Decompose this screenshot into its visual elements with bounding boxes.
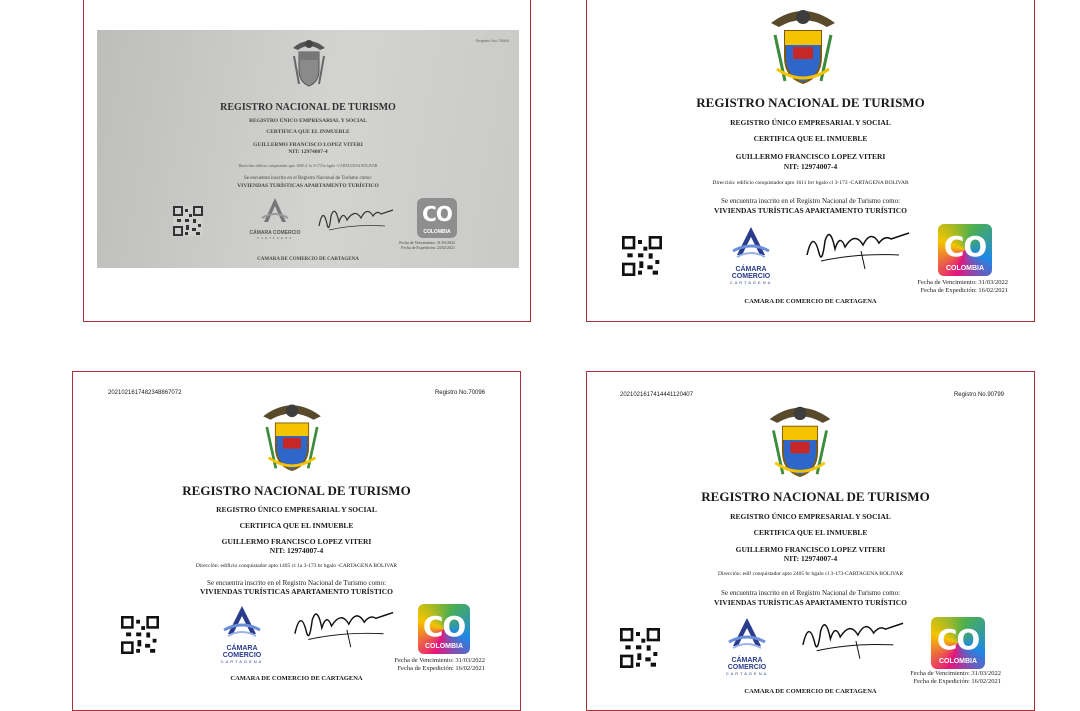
camara-comercio-emblem-icon [260, 196, 290, 226]
fecha-expedicion: Fecha de Expedición: 16/02/2021 [920, 287, 1008, 295]
certificate-title: REGISTRO NACIONAL DE TURISMO [220, 102, 396, 113]
inscrito-line: Se encuentra inscrito en el Registro Nacional de Turismo como: [720, 589, 901, 597]
camara-comercio-city: CARTAGENA [725, 671, 769, 676]
camara-comercio-logo [715, 616, 779, 676]
registro-number: Registro No.70096 [434, 390, 485, 396]
signature-image [291, 600, 397, 652]
co-word: COLOMBIA [423, 229, 451, 235]
signature-image [799, 610, 907, 664]
property-address: Dirección: edificio conquistador apto 1405 cl 1a 3-173 br bgalo -CARTAGENA BOLIVAR [195, 563, 398, 569]
certifica-line: CERTIFICA QUE EL INMUEBLE [239, 521, 354, 530]
camara-comercio-text: CÁMARA COMERCIO [249, 230, 301, 236]
header-code: 2021021617482348867072 [108, 390, 182, 396]
co-word: COLOMBIA [938, 658, 978, 665]
inscrito-line: Se encuentra inscrito en el Registro Nacional de Turismo como: [244, 176, 372, 181]
certificate-dates [910, 670, 1001, 686]
header-code: 2021021617414441120407 [620, 392, 693, 398]
certificate-frame-bottom-right [586, 371, 1035, 711]
fecha-expedicion: Fecha de Expedición: 23/02/2021 [401, 245, 455, 250]
camara-comercio-text: CÁMARA COMERCIO [731, 266, 771, 280]
owner-nit: NIT: 12974007-4 [783, 162, 838, 171]
certifica-line: CERTIFICA QUE EL INMUEBLE [753, 528, 868, 537]
certificate-photo [97, 30, 519, 268]
certificate-footer: CAMARA DE COMERCIO DE CARTAGENA [257, 257, 359, 262]
camara-comercio-emblem-icon [731, 225, 771, 261]
certifica-line: CERTIFICA QUE EL INMUEBLE [266, 129, 350, 135]
camara-comercio-city: CARTAGENA [256, 236, 294, 240]
signature-image [315, 200, 397, 240]
qr-code-icon [173, 206, 203, 236]
colombia-co-logo [938, 224, 992, 276]
property-address: Dirección: edif conquistador apto 2405 br bgalo cl 3-173-CARTAGENA BOLIVAR [717, 571, 904, 577]
co-letters: CO [422, 202, 452, 226]
certificate-subtitle: REGISTRO ÚNICO EMPRESARIAL Y SOCIAL [249, 118, 367, 124]
signature-image [803, 221, 913, 273]
certificate-frame-top-right [586, 0, 1035, 322]
fecha-vencimiento: Fecha de Vencimiento: 31/03/2022 [394, 657, 485, 664]
property-address: Dirección: edificio conquistador apto 1008 cl 1a 3-173 br bgalo -CARTAGENA BOLIVAR [238, 164, 378, 168]
fecha-vencimiento: Fecha de Vencimiento: 31/03/2022 [910, 670, 1001, 677]
certificate-title: REGISTRO NACIONAL DE TURISMO [701, 489, 930, 504]
property-address: Dirección: edificio conquistador apto 1611 brr bgalo cl 3-173 -CARTAGENA BOLIVAR [712, 180, 909, 186]
certificate-footer: CAMARA DE COMERCIO DE CARTAGENA [230, 675, 363, 682]
registro-number: Registro No.70689 [475, 38, 509, 43]
fecha-vencimiento: Fecha de Vencimiento: 31/03/2022 [917, 279, 1008, 286]
certificate-footer: CAMARA DE COMERCIO DE CARTAGENA [744, 298, 877, 305]
registro-number: Registro No.90799 [953, 392, 1004, 398]
owner-nit: NIT: 12974007-4 [288, 149, 328, 155]
fecha-vencimiento: Fecha de Vencimiento: 31/03/2022 [399, 240, 455, 245]
inscrito-line: Se encuentra inscrito en el Registro Nacional de Turismo como: [206, 579, 387, 587]
qr-code-icon [121, 616, 159, 654]
camara-comercio-logo [247, 196, 303, 240]
camara-comercio-logo [210, 604, 274, 664]
camara-comercio-text: CÁMARA COMERCIO [222, 645, 262, 659]
qr-code-icon [622, 236, 662, 276]
certificate-dates [394, 657, 485, 673]
certificate-title: REGISTRO NACIONAL DE TURISMO [182, 483, 411, 498]
colombia-co-logo [418, 604, 470, 654]
certificate-subtitle: REGISTRO ÚNICO EMPRESARIAL Y SOCIAL [216, 505, 377, 514]
colombia-co-logo [417, 198, 457, 238]
fecha-expedicion: Fecha de Expedición: 16/02/2021 [397, 665, 485, 673]
certificate-frame-bottom-left [72, 371, 521, 711]
certificate-frame-top-left [83, 0, 531, 322]
camara-comercio-logo [719, 225, 783, 285]
camara-comercio-emblem-icon [727, 616, 767, 652]
co-letters: CO [422, 610, 466, 643]
certificate-dates [917, 279, 1008, 295]
co-word: COLOMBIA [945, 265, 985, 272]
colombia-coat-of-arms-icon [290, 36, 328, 88]
owner-name: GUILLERMO FRANCISCO LOPEZ VITERI [735, 152, 886, 161]
owner-name: GUILLERMO FRANCISCO LOPEZ VITERI [253, 142, 363, 148]
colombia-coat-of-arms-icon [256, 400, 328, 472]
property-type: VIVIENDAS TURÍSTICAS APARTAMENTO TURÍSTICO [713, 206, 908, 215]
colombia-coat-of-arms-icon [762, 402, 838, 478]
certificate-dates [399, 240, 455, 250]
certificate-footer: CAMARA DE COMERCIO DE CARTAGENA [744, 688, 877, 695]
camara-comercio-city: CARTAGENA [729, 280, 773, 285]
colombia-coat-of-arms-icon [767, 5, 839, 85]
certifica-line: CERTIFICA QUE EL INMUEBLE [753, 134, 868, 143]
co-word: COLOMBIA [424, 643, 464, 650]
property-type: VIVIENDAS TURÍSTICAS APARTAMENTO TURÍSTICO [713, 598, 908, 607]
certificate-title: REGISTRO NACIONAL DE TURISMO [696, 95, 925, 110]
property-type: VIVIENDAS TURÍSTICAS APARTAMENTO TURÍSTICO [237, 183, 379, 189]
owner-nit: NIT: 12974007-4 [269, 546, 324, 555]
owner-nit: NIT: 12974007-4 [783, 554, 838, 563]
fecha-expedicion: Fecha de Expedición: 16/02/2021 [913, 678, 1001, 686]
colombia-co-logo [931, 617, 985, 669]
property-type: VIVIENDAS TURÍSTICAS APARTAMENTO TURÍSTICO [199, 587, 394, 596]
camara-comercio-text: CÁMARA COMERCIO [727, 657, 767, 671]
certificate-subtitle: REGISTRO ÚNICO EMPRESARIAL Y SOCIAL [730, 118, 891, 127]
qr-code-icon [620, 628, 660, 668]
camara-comercio-city: CARTAGENA [220, 659, 264, 664]
owner-name: GUILLERMO FRANCISCO LOPEZ VITERI [221, 537, 372, 546]
camara-comercio-emblem-icon [222, 604, 262, 640]
inscrito-line: Se encuentra inscrito en el Registro Nacional de Turismo como: [720, 197, 901, 205]
certificate-subtitle: REGISTRO ÚNICO EMPRESARIAL Y SOCIAL [730, 512, 891, 521]
owner-name: GUILLERMO FRANCISCO LOPEZ VITERI [735, 545, 886, 554]
co-letters: CO [943, 230, 987, 263]
co-letters: CO [936, 623, 980, 656]
